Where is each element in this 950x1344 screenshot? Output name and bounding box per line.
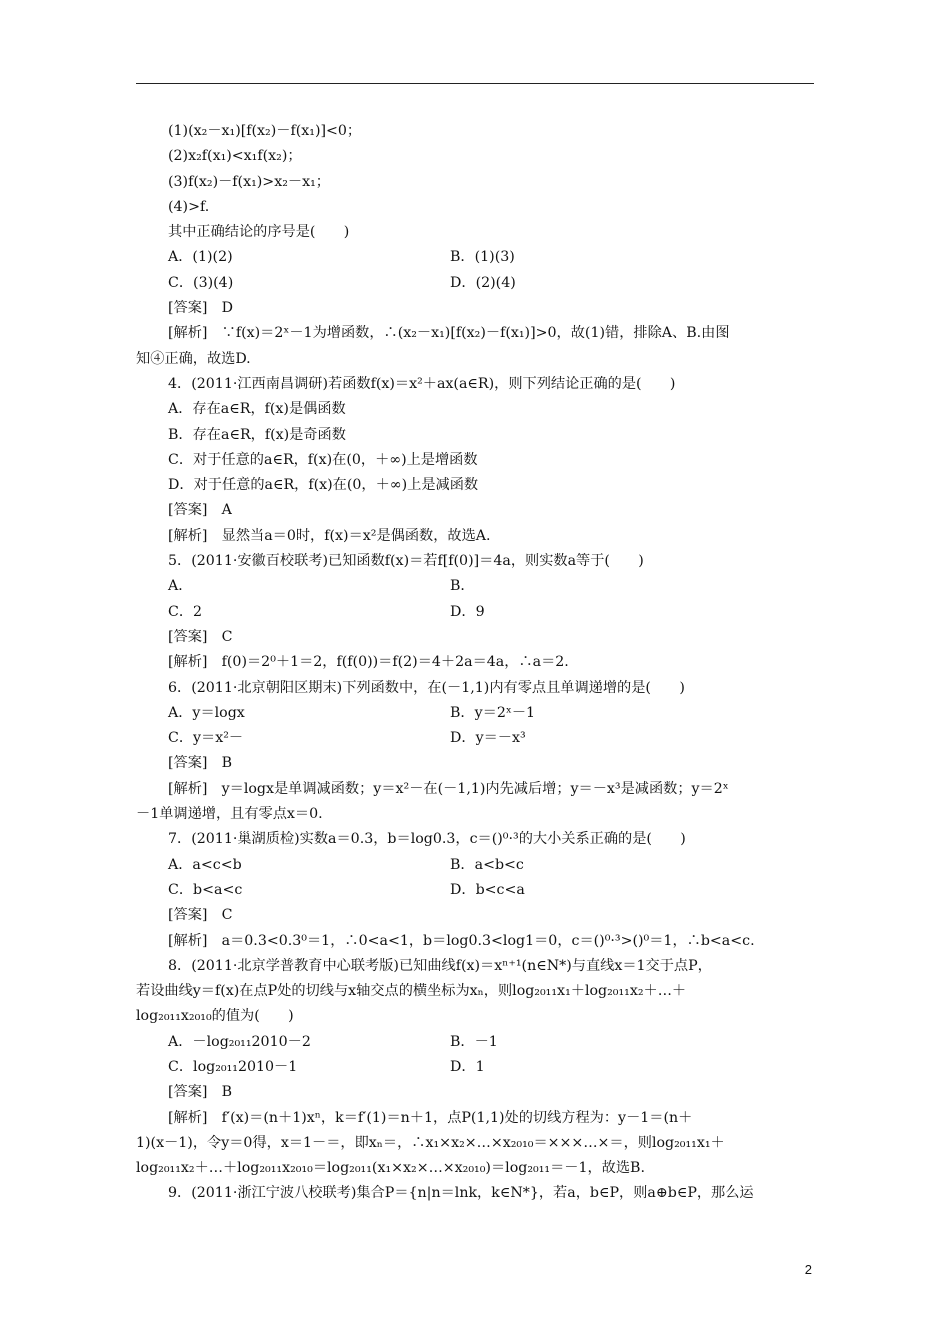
option-row xyxy=(136,600,814,625)
text-line: [答案] D xyxy=(168,300,234,317)
option-row xyxy=(136,853,814,878)
text-line: 知④正确，故选D. xyxy=(136,350,251,367)
option-left: C．log₂₀₁₁2010－1 xyxy=(168,1058,298,1075)
text-line: [答案] C xyxy=(168,628,233,645)
text-line: log₂₀₁₁x₂₀₁₀的值为( ) xyxy=(136,1008,294,1025)
option-row xyxy=(136,1030,814,1055)
text-line: [解析] f′(x)＝(n＋1)xⁿ，k＝f′(1)＝n＋1，点P(1,1)处的切线方程为：y－1＝(n＋ xyxy=(168,1109,693,1126)
option-left: C．2 xyxy=(168,603,203,620)
text-line: [解析] f(0)＝2⁰＋1＝2，f(f(0))＝f(2)＝4＋2a＝4a，∴a＝2. xyxy=(168,654,569,671)
option-left: A． xyxy=(168,578,193,595)
option-right: B．－1 xyxy=(450,1033,498,1050)
text-line: [解析] ∵f(x)＝2ˣ－1为增函数，∴(x₂－x₁)[f(x₂)－f(x₁)]>0，故(1)错，排除A、B.由图 xyxy=(168,325,730,342)
option-row xyxy=(136,878,814,903)
option-right: D．1 xyxy=(450,1058,485,1075)
option-left: C．b<a<c xyxy=(168,881,243,898)
option-left: C．y＝x²－ xyxy=(168,730,244,747)
text-line: [解析] 显然当a＝0时，f(x)＝x²是偶函数，故选A. xyxy=(168,527,491,544)
text-line: (2)x₂f(x₁)<x₁f(x₂)； xyxy=(168,148,302,165)
page-number: 2 xyxy=(804,1262,812,1277)
option-right: B．y＝2ˣ－1 xyxy=(450,704,536,721)
option-left: A．－log₂₀₁₁2010－2 xyxy=(168,1033,311,1050)
text-line: [解析] y＝logx是单调减函数；y＝x²－在(－1,1)内先减后增；y＝－x³是减函数；y＝2ˣ xyxy=(168,780,729,797)
text-line: [答案] B xyxy=(168,1084,233,1101)
text-line: 若设曲线y＝f(x)在点P处的切线与x轴交点的横坐标为xₙ，则log₂₀₁₁x₁＋log₂₀₁₁x₂＋…＋ xyxy=(136,983,687,1000)
text-line: 9．(2011·浙江宁波八校联考)集合P＝{n|n＝lnk，k∈N*}，若a，b∈P，则a⊕b∈P，那么运 xyxy=(168,1185,754,1202)
text-line: D．对于任意的a∈R，f(x)在(0，＋∞)上是减函数 xyxy=(168,477,479,494)
option-right: B．(1)(3) xyxy=(450,249,515,266)
text-line: 6．(2011·北京朝阳区期末)下列函数中，在(－1,1)内有零点且单调递增的是( ) xyxy=(168,679,685,696)
text-line: log₂₀₁₁x₂＋…＋log₂₀₁₁x₂₀₁₀＝log₂₀₁₁(x₁×x₂×…×x₂₀₁₀)＝log₂₀₁₁＝－1，故选B. xyxy=(136,1160,645,1177)
text-line: (4)>f. xyxy=(168,198,210,215)
option-left: C．(3)(4) xyxy=(168,274,234,291)
option-right: B． xyxy=(450,578,475,595)
option-row xyxy=(136,271,814,296)
option-row xyxy=(136,574,814,599)
option-right: D．(2)(4) xyxy=(450,274,516,291)
option-right: D．y＝－x³ xyxy=(450,730,526,747)
text-line: [答案] C xyxy=(168,907,233,924)
header-rule xyxy=(136,83,814,84)
option-left: A．a<c<b xyxy=(168,856,242,873)
text-line: (3)f(x₂)－f(x₁)>x₂－x₁； xyxy=(168,173,330,190)
text-line: A．存在a∈R，f(x)是偶函数 xyxy=(168,401,346,418)
text-line: [答案] A xyxy=(168,502,232,519)
option-right: B．a<b<c xyxy=(450,856,524,873)
option-row xyxy=(136,1055,814,1080)
text-line: 7．(2011·巢湖质检)实数a＝0.3，b＝log0.3，c＝()⁰·³的大小关系正确的是( ) xyxy=(168,831,686,848)
text-line: 4．(2011·江西南昌调研)若函数f(x)＝x²＋ax(a∈R)，则下列结论正确的是( ) xyxy=(168,375,676,392)
option-right: D．9 xyxy=(450,603,485,620)
text-line: 其中正确结论的序号是( ) xyxy=(168,224,350,241)
option-right: D．b<c<a xyxy=(450,881,525,898)
text-line: [答案] B xyxy=(168,755,233,772)
text-line: 5．(2011·安徽百校联考)已知函数f(x)＝若f[f(0)]＝4a，则实数a等于( ) xyxy=(168,553,644,570)
page-body xyxy=(136,119,814,1207)
text-line: 8．(2011·北京学普教育中心联考版)已知曲线f(x)＝xⁿ⁺¹(n∈N*)与直线x＝1交于点P， xyxy=(168,957,712,974)
option-left: A．(1)(2) xyxy=(168,249,233,266)
text-line: －1单调递增，且有零点x＝0. xyxy=(136,806,323,823)
text-line: [解析] a＝0.3<0.3⁰＝1，∴0<a<1，b＝log0.3<log1＝0，c＝()⁰·³>()⁰＝1，∴b<a<c. xyxy=(168,932,755,949)
text-line: C．对于任意的a∈R，f(x)在(0，＋∞)上是增函数 xyxy=(168,451,478,468)
option-row xyxy=(136,726,814,751)
option-row xyxy=(136,245,814,270)
text-line: (1)(x₂－x₁)[f(x₂)－f(x₁)]<0； xyxy=(168,123,362,139)
text-line: 1)(x－1)，令y＝0得，x＝1－＝，即xₙ＝，∴x₁×x₂×…×x₂₀₁₀＝×××…×＝，则log₂₀₁₁x₁＋ xyxy=(136,1134,725,1151)
text-line: B．存在a∈R，f(x)是奇函数 xyxy=(168,426,346,443)
option-row xyxy=(136,701,814,726)
option-left: A．y＝logx xyxy=(168,704,245,721)
